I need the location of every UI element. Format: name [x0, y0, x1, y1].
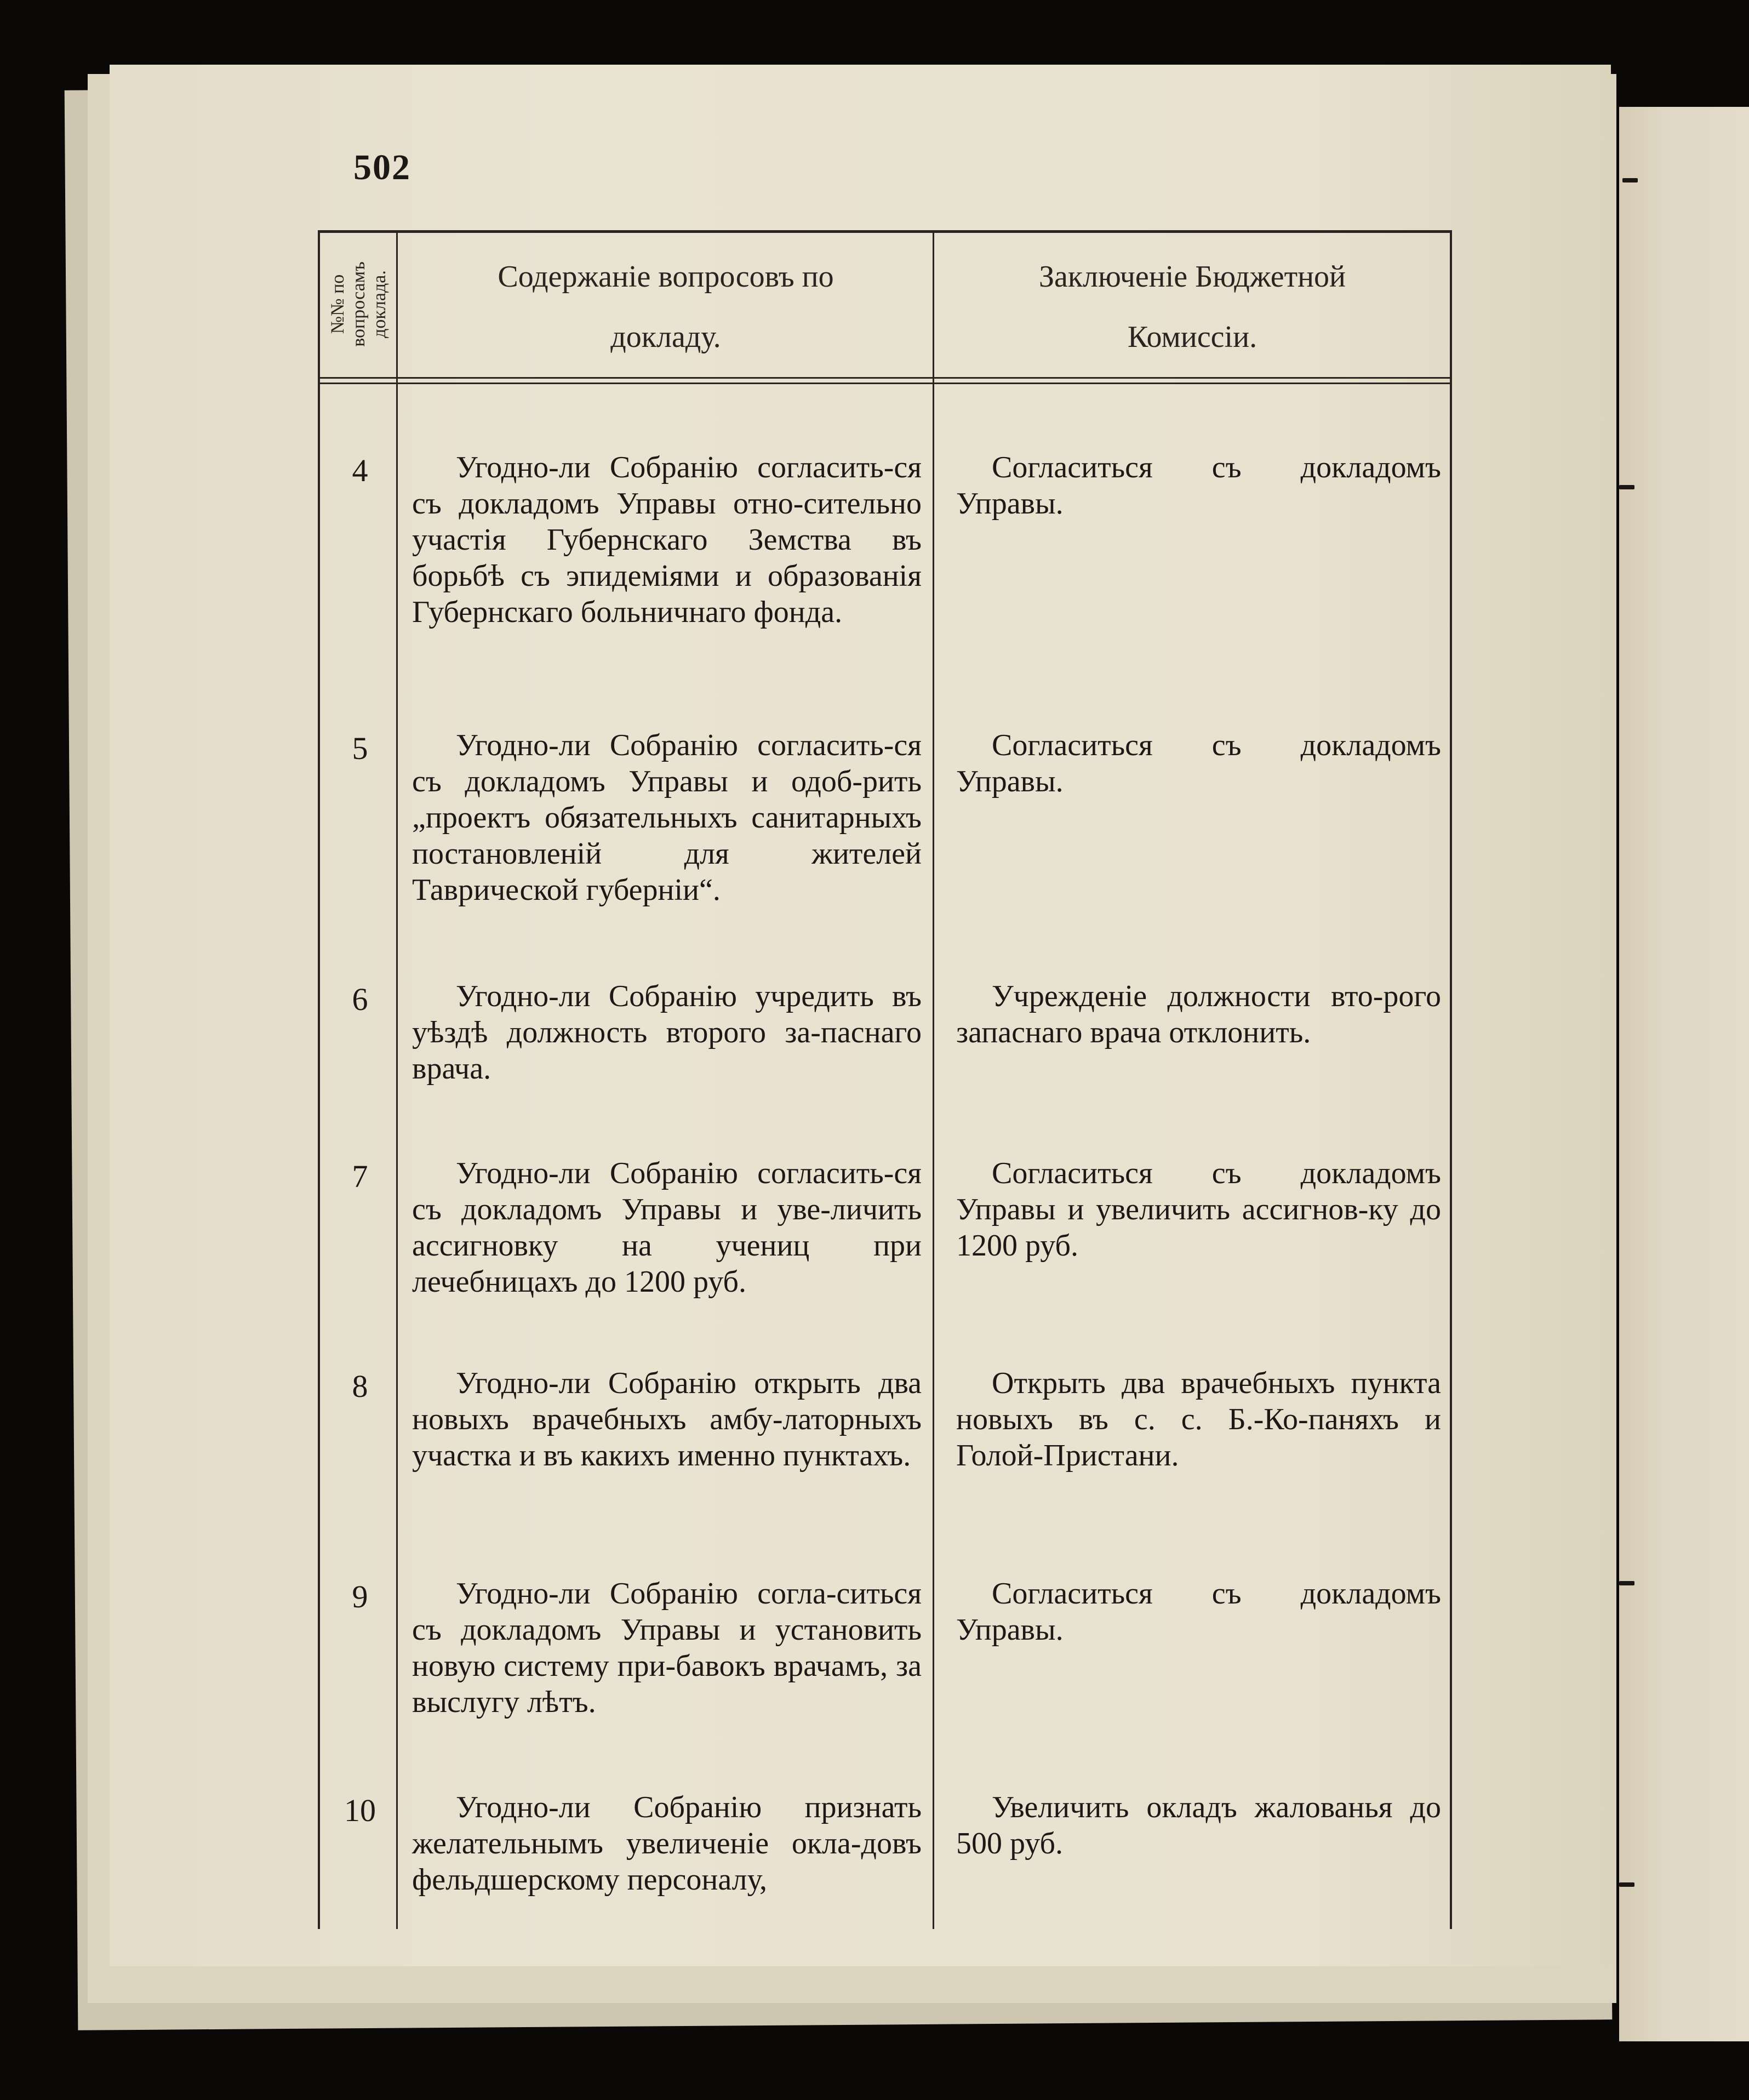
table-top-rule [318, 230, 1452, 233]
row-number: 6 [352, 981, 368, 1017]
page-number: 502 [353, 147, 411, 187]
row-number: 9 [352, 1579, 368, 1614]
questions-table [318, 230, 1452, 1929]
header-question-column: Содержаніе вопросовъ по докладу. [498, 260, 834, 354]
column-rule-question [933, 230, 934, 1929]
row-number: 7 [352, 1159, 368, 1194]
header-number-column [321, 230, 397, 378]
conclusion-text: Увеличить окладъ жалованья до 500 руб. [956, 1790, 1441, 1861]
conclusion-text: Согласиться съ докладомъ Управы. [956, 728, 1441, 798]
question-text: Угодно-ли Собранію согласить-ся съ докладомъ Управы отно-сительно участія Губернскаго Земства въ борьбѣ съ эпидеміями и образованія Губернскаго больничнаго фонда. [412, 450, 922, 629]
row-number: 10 [344, 1793, 376, 1828]
header-rule-double [318, 383, 1452, 384]
row-number: 8 [352, 1368, 368, 1404]
header-rule [318, 377, 1452, 379]
conclusion-text: Согласиться съ докладомъ Управы и увеличить ассигнов-ку до 1200 руб. [956, 1156, 1441, 1263]
header-conclusion-column: Заключеніе Бюджетной Комиссіи. [1038, 260, 1346, 354]
binding-clip [1622, 178, 1638, 182]
question-text: Угодно-ли Собранію согласить-ся съ докладомъ Управы и одоб-рить „проектъ обязательныхъ санитарныхъ постановленій для жителей Таврической губерніи“. [412, 728, 922, 907]
binding-clip [1619, 1882, 1634, 1887]
conclusion-text: Согласиться съ докладомъ Управы. [956, 450, 1441, 521]
conclusion-text: Открыть два врачебныхъ пункта новыхъ въ с. с. Б.-Ко-паняхъ и Голой-Пристани. [956, 1366, 1441, 1473]
facing-page [1619, 107, 1749, 2041]
binding-clip [1619, 1581, 1634, 1585]
table-right-rule [1450, 230, 1452, 1929]
question-text: Угодно-ли Собранію согла-ситься съ докладомъ Управы и установить новую систему при-бавокъ врачамъ, за выслугу лѣтъ. [412, 1577, 922, 1719]
row-number: 4 [352, 453, 368, 488]
question-text: Угодно-ли Собранію учредить въ уѣздѣ должность второго за-паснаго врача. [412, 979, 922, 1086]
header-number-label: №№ по вопросамъ доклада. [328, 261, 390, 347]
row-number: 5 [352, 731, 368, 766]
binding-clip [1619, 485, 1634, 489]
conclusion-text: Согласиться съ докладомъ Управы. [956, 1577, 1441, 1647]
conclusion-text: Учрежденіе должности вто-рого запаснаго врача отклонить. [956, 979, 1441, 1049]
question-text: Угодно-ли Собранію признать желательнымъ увеличеніе окла-довъ фельдшерскому персоналу, [412, 1790, 922, 1897]
question-text: Угодно-ли Собранію открыть два новыхъ врачебныхъ амбу-латорныхъ участка и въ какихъ именно пунктахъ. [412, 1366, 922, 1473]
question-text: Угодно-ли Собранію согласить-ся съ докладомъ Управы и уве-личить ассигновку на учениц при лечебницахъ до 1200 руб. [412, 1156, 922, 1299]
